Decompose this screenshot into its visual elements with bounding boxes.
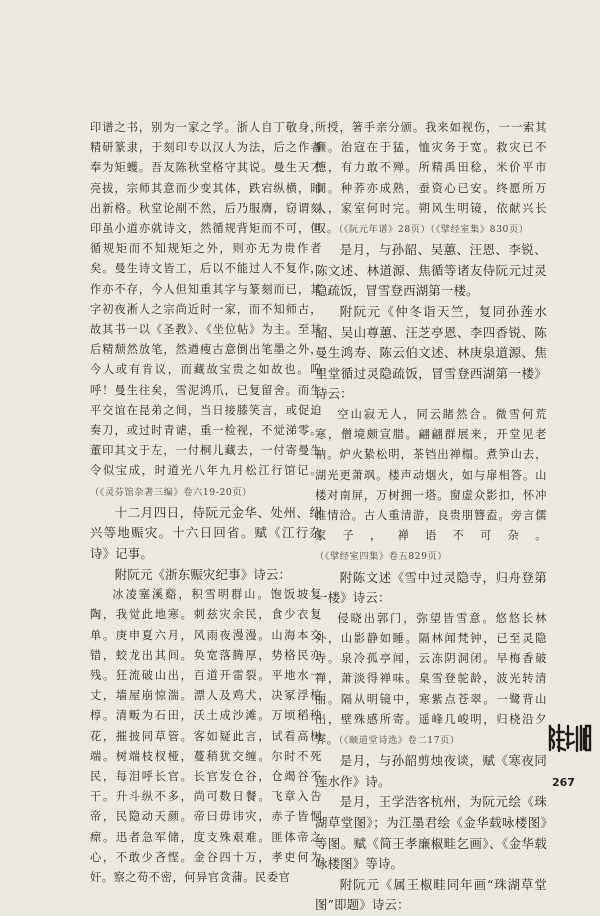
paragraph-text: 附阮元《浙东赈灾纪事》诗云： [114, 566, 292, 582]
quoted-paragraph [90, 118, 322, 503]
body-paragraph [315, 751, 547, 792]
body-paragraph [315, 240, 547, 302]
paragraph-text: 印谱之书，别为一家之学。浙人自丁敬身，精研篆隶，于刻印专以汉人为法，后之作者奉为矩蠖。吾友陈秋堂格守其说。曼生天才亮拔，宗师其意而少变其体，跌宕纵横，时出新格。秋堂论剐不然，后乃服膺，窃谓刻印虽小道亦就诗文，然循规背矩而不可，但循规矩而不知规矩之外，则亦无为贵作者矣。曼生诗文皆工，后以不能过人不复作，作亦不存，今人但知重其字与篆刻而已，其字初夜淅人之宗尚近时一家，而不知师古，故其书一以《圣教》、《坐位帖》为主。至其后精颓然放笔，然遒瘦古意倒出笔墨之外，今人或有肯议，而藏故宝贵之如故也。呜呼！曼生往矣，雪泥鸿爪，已复留舍。而生平交谊在昆弟之间，当日接膝笑言，或促迫奏刀，或过时青谑，重一检视，不觉涕零。董印其文于左，一付桐儿藏去，一付寄曼生令似宝成，时道光八年九月松江行馆记。 [90, 121, 322, 478]
citation-ref: （《擘经室四集》卷五829页） [315, 551, 448, 563]
citation-ref: （《灵芬馆杂著三编》卷六19-20页） [90, 486, 252, 498]
paragraph-text: 附阮元《属王椒畦同年画“珠湖草堂图”即题》诗云： [315, 876, 547, 913]
citation-ref: （《阮元年谱》28页）（《擘经室集》830页） [338, 224, 529, 236]
body-paragraph [90, 565, 322, 586]
paragraph-text: 是月，王学浩客杭州，为阮元绘《珠湖草堂图》；为江墨君绘《金华载咏楼图》等图。赋《简王孝廉椒畦乞画》、《金华载咏楼图》等诗。 [315, 794, 547, 872]
quoted-paragraph [90, 585, 322, 888]
quoted-paragraph [315, 118, 547, 240]
body-paragraph [315, 792, 547, 874]
right-column [315, 118, 547, 916]
paragraph-text: 十二月四日，侍阮元金华、处州、绍兴等地赈灾。十六日回省。赋《江行杂诗》记事。 [90, 504, 322, 562]
paragraph-text: 是月，与孙韶剪烛夜谈，赋《寒夜同莲水作》诗。 [315, 753, 547, 789]
citation-ref: （《颐道堂诗选》卷二17页） [338, 735, 460, 746]
paragraph-text: 侵晓出郭门，弥望皆雪意。悠悠长林外，山影静如睡。隔林闻梵钟，已至灵隐寺。泉冷孤亭闻，云冻阴洞闭。早梅香破禅，萧淡得禅味。臬雪登鸵龄，波光转清丽。隔从明镜中，寒紫点苍翠。一鹭背山出，壁殊感所寄。遥峰几峻明，归桡沿夕霁。 [315, 611, 547, 746]
paragraph-text: 所授，箸手亲分颁。我来如视伤，一一索其癞。治寇在于猛，恤灾务于宽。救灾已不德，有力敢不殚。所精禹田稔，米价平市阛。种荞亦成熟，蚕资心已安。终愿所万人，家室何时完。朔风生明镜，依献兴长叹。 [315, 121, 547, 236]
paragraph-text: 附陈文述《雪中过灵隐寺，归舟登第一楼》诗云： [315, 569, 547, 606]
quoted-paragraph [315, 609, 547, 751]
paragraph-text: 空山寂无人，同云睹然合。微雪何荒寒，僧境颇宣腊。翩翩群展来，开堂见老衲。炉火絷松明，茶铛出禅榻。煮笋山去，湖光更萧飒。楼声动烟火，如与扉相答。山楼对南屏，万树拥一塔。窗虚众影扣，怀冲推情洽。古人重清游，良贵朋簪盍。旁言儒家子，禅语不可杂。 [315, 407, 547, 543]
paragraph-text: 是月，与孙韶、吴蕙、汪恩、李锐、陈文述、林道源、焦循等诸友侍阮元过灵隐疏饭，冒雪登西湖第一楼。 [315, 242, 547, 299]
body-paragraph [90, 503, 322, 565]
calligraphy-seal-mark [546, 720, 592, 764]
paragraph-text: 附阮元《仲冬诣天竺，复同孙莲水韶、吴山尊蕙、汪芝亭恩、李四香锐、陈曼生鸿寿、陈云伯文述、林庚泉道源、焦里堂循过灵隐疏饭，冒雪登西湖第一楼》诗云： [315, 304, 547, 402]
body-paragraph [315, 875, 547, 916]
paragraph-text: 冰凌塞溪谿，积雪明群山。饱饭坡复陶，我觉此地寒。刺兹灾余民，食少衣复单。庚申夏六月，风雨夜漫漫。山海本交错，蛟龙出其间。奂宽落腾厚，势格民亦残。狂流破山出，百道开雷裂。平地水一丈，墙屋崩惊湍。漂人及鸡犬，决冢浮棺椁。清畈为石田，沃土成沙滩。万顷稻秧花，摧披同草管。客如疑此言，试看高树端。树端枝杈桠，蔓稍犹交缠。尔时不死民，每泪呼长官。长官发仓谷，仓竭谷不干。升斗纵不多，尚可数日餐。飞章入告帝，民隐动天颜。帝曰毋讳灾，赤子皆恫瘝。迅者急军储，度支殊艰难。匪体帝之心，不敢少吝悭。金谷四十万，孝吏何为奸。察之苟不密，何异官贪蒲。民委官 [90, 588, 322, 885]
page-number: 267 [552, 776, 575, 789]
left-column [90, 118, 322, 888]
body-paragraph [315, 568, 547, 609]
body-paragraph [315, 302, 547, 405]
quoted-paragraph [315, 405, 547, 568]
